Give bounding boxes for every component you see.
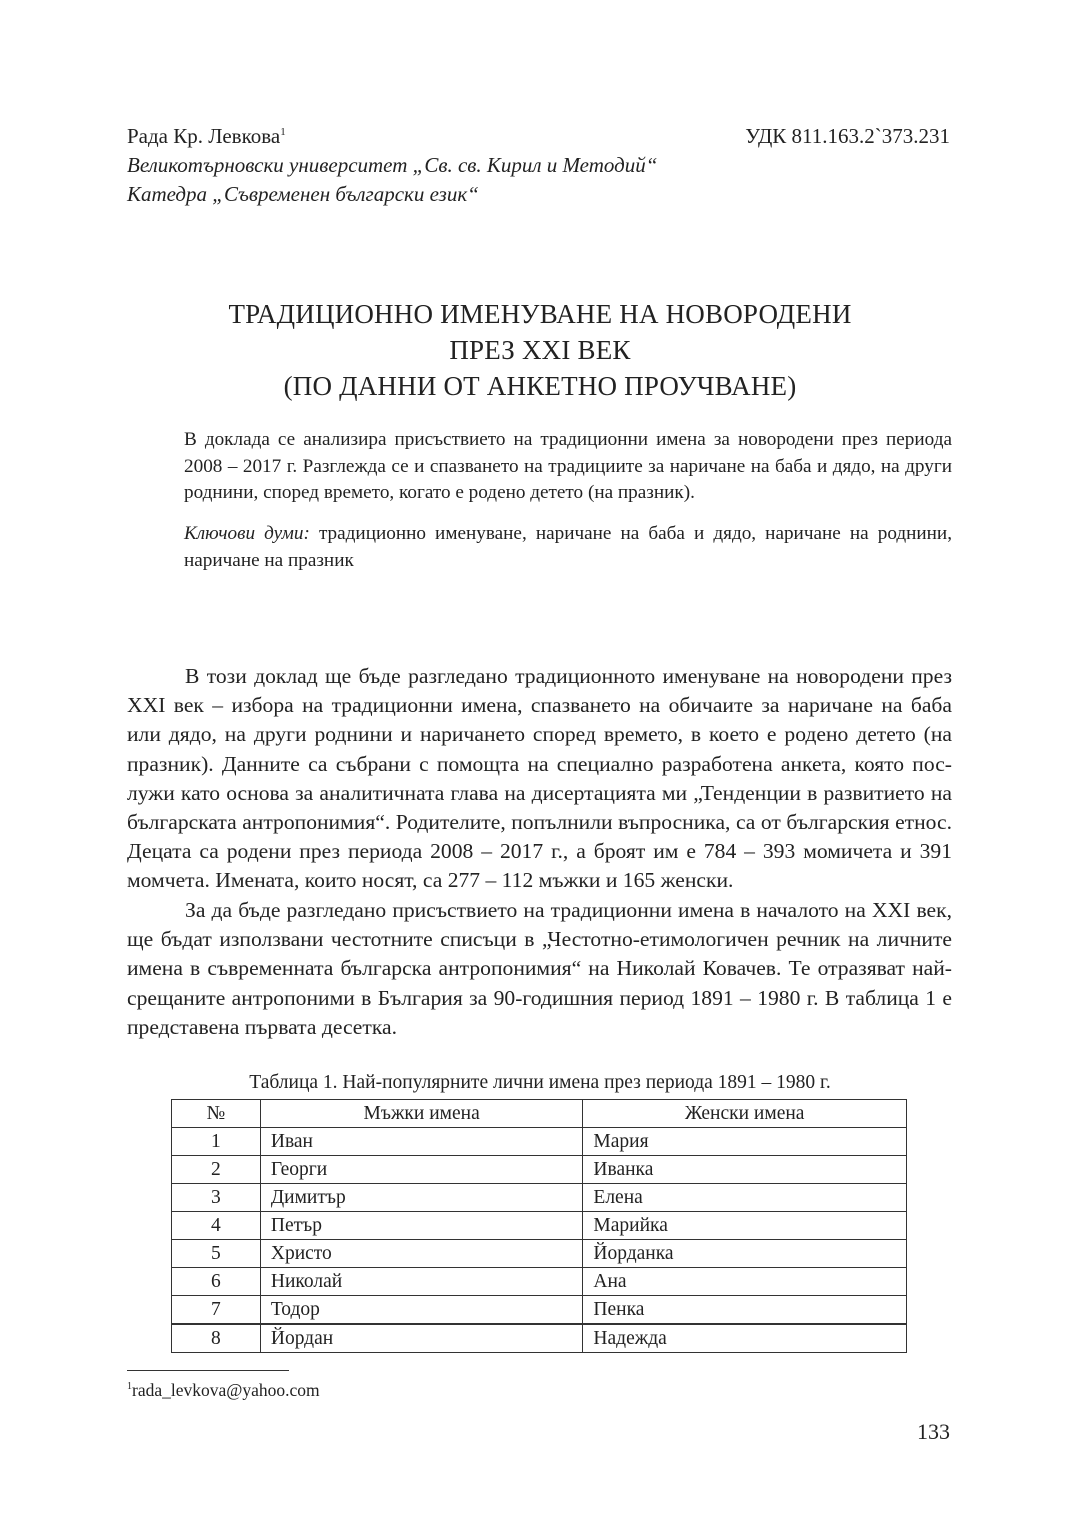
title-line-1: ТРАДИЦИОННО ИМЕНУВАНЕ НА НОВОРОДЕНИ <box>228 299 852 329</box>
footnote-divider <box>127 1370 289 1371</box>
abstract: В доклада се анализира присъствието на традиционни имена за новородени през периода 2008 – 2017 г. Разглежда се и спазването на традициите за наричане на баба и дядо, на други роднини, според времето, когато е родено детето (на празник). <box>184 429 952 503</box>
row-number: 7 <box>172 1296 261 1325</box>
female-name: Мария <box>583 1128 907 1156</box>
footnote-ref[interactable]: 1 <box>280 126 286 138</box>
row-number: 3 <box>172 1184 261 1212</box>
body-paragraph-1: В този доклад ще бъде разгледано традиционното именуване на новородени през XXI век – избора на традиционни имена, спазването на обичаите за наричане на баба или дядо, на други роднини и наричането според времето, в което е родено детето (на празник). Данните са събрани с помощта на специално разработена анкета, която послужи като основа за аналитичната глава на дисертацията ми „Тенденции в развитието на българската антропонимия“. Родителите, попълнили въпросника, са от българския етнос. Децата са родени през периода 2008 – 2017 г., а броят им е 784 – 393 момичета и 391 момчета. Имената, които носят, са 277 – 112 мъжки и 165 женски. <box>127 664 952 893</box>
male-name: Йордан <box>260 1324 583 1353</box>
row-number: 5 <box>172 1240 261 1268</box>
male-name: Николай <box>260 1268 583 1296</box>
footnote <box>127 1379 320 1401</box>
table-row <box>172 1296 907 1325</box>
female-name: Иванка <box>583 1156 907 1184</box>
male-name: Георги <box>260 1156 583 1184</box>
footnote-email[interactable]: rada_levkova@yahoo.com <box>132 1380 320 1400</box>
row-number: 8 <box>172 1324 261 1353</box>
page-number: 133 <box>917 1419 950 1444</box>
table-row <box>172 1212 907 1240</box>
university: Великотърновски университет „Св. св. Кирил и Методий“ <box>127 153 658 177</box>
male-name: Иван <box>260 1128 583 1156</box>
female-name: Йорданка <box>583 1240 907 1268</box>
department: Катедра „Съвременен български език“ <box>127 182 479 206</box>
title-line-3: (ПО ДАННИ ОТ АНКЕТНО ПРОУЧВАНЕ) <box>283 371 797 401</box>
keywords-list: традиционно именуване, наричане на баба и дядо, наричане на роднини, наричане на празник <box>184 523 952 571</box>
table-row <box>172 1156 907 1184</box>
col-header-female: Женски имена <box>583 1100 907 1128</box>
page-title <box>0 296 1080 404</box>
female-name: Елена <box>583 1184 907 1212</box>
male-name: Тодор <box>260 1296 583 1325</box>
table-caption: Таблица 1. Най-популярните лични имена през периода 1891 – 1980 г. <box>249 1072 831 1093</box>
row-number: 2 <box>172 1156 261 1184</box>
names-table <box>171 1099 907 1353</box>
title-line-2: ПРЕЗ XXI ВЕК <box>449 335 631 365</box>
col-header-male: Мъжки имена <box>260 1100 583 1128</box>
table-row <box>172 1268 907 1296</box>
table-header-row <box>172 1100 907 1128</box>
body-paragraph-2: За да бъде разгледано присъствието на традиционни имена в началото на XXI век, ще бъдат използвани честотните списъци в „Честотно-етимологичен речник на личните имена в съвременната българска антропонимия“ на Николай Ковачев. Те отразяват най-срещаните антропоними в България за 90-годишния период 1891 – 1980 г. В таблица 1 е представена първата десетка. <box>127 898 952 1039</box>
author-name: Рада Кр. Левкова <box>127 124 281 148</box>
table-row <box>172 1240 907 1268</box>
author-line <box>127 122 286 150</box>
female-name: Ана <box>583 1268 907 1296</box>
female-name: Марийка <box>583 1212 907 1240</box>
udk-code: УДК 811.163.2`373.231 <box>745 124 950 148</box>
col-header-number: № <box>172 1100 261 1128</box>
keywords-label: Ключови думи: <box>184 523 310 544</box>
keywords <box>184 521 952 574</box>
female-name: Пенка <box>583 1296 907 1325</box>
table-row <box>172 1184 907 1212</box>
footnote-mark: 1 <box>127 1381 132 1392</box>
table-row <box>172 1324 907 1353</box>
male-name: Христо <box>260 1240 583 1268</box>
table-row <box>172 1128 907 1156</box>
male-name: Петър <box>260 1212 583 1240</box>
row-number: 6 <box>172 1268 261 1296</box>
female-name: Надежда <box>583 1324 907 1353</box>
male-name: Димитър <box>260 1184 583 1212</box>
row-number: 1 <box>172 1128 261 1156</box>
row-number: 4 <box>172 1212 261 1240</box>
